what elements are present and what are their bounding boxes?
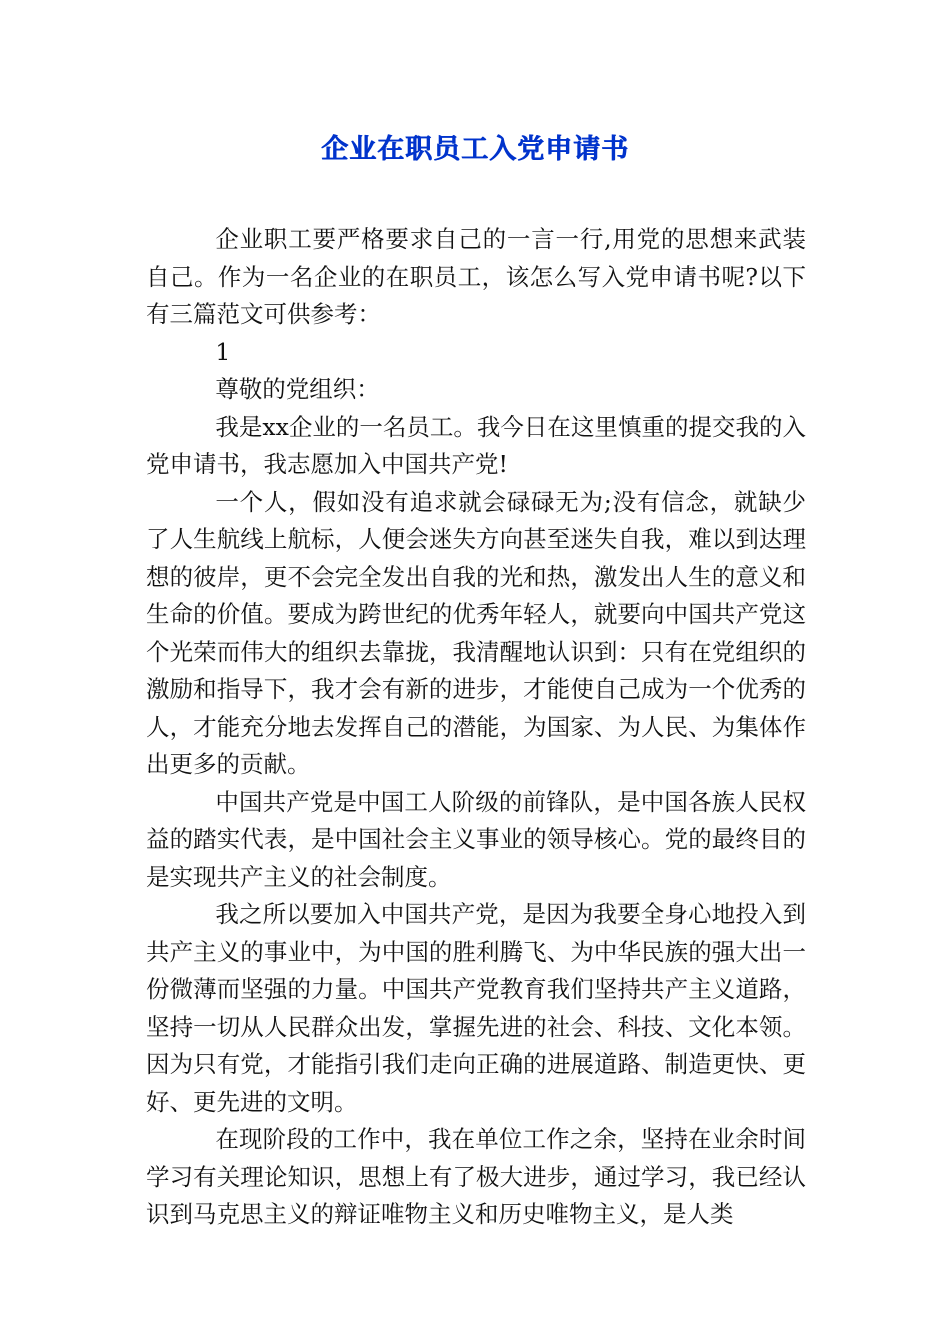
paragraph-belief: 一个人，假如没有追求就会碌碌无为;没有信念，就缺少了人生航线上航标，人便会迷失方向甚至迷失自我，难以到达理想的彼岸，更不会完全发出自我的光和热，激发出人生的意义和生命的价值。要成为跨世纪的优秀年轻人，就要向中国共产党这个光荣而伟大的组织去靠拢，我清醒地认识到：只有在党组织的激励和指导下，我才会有新的进步，才能使自己成为一个优秀的人，才能充分地去发挥自己的潜能，为国家、为人民、为集体作出更多的贡献。 [146,487,806,778]
document-title: 企业在职员工入党申请书 [321,134,629,165]
paragraph-party-nature: 中国共产党是中国工人阶级的前锋队，是中国各族人民权益的踏实代表，是中国社会主义事业的领导核心。党的最终目的是实现共产主义的社会制度。 [146,787,806,891]
paragraph-section-number: 1 [215,337,231,366]
paragraph-current-work: 在现阶段的工作中，我在单位工作之余，坚持在业余时间学习有关理论知识，思想上有了极大进步，通过学习，我已经认识到马克思主义的辩证唯物主义和历史唯物主义，是人类 [146,1125,806,1228]
paragraph-motivation: 我之所以要加入中国共产党，是因为我要全身心地投入到共产主义的事业中，为中国的胜利腾飞、为中华民族的强大出一份微薄而坚强的力量。中国共产党教育我们坚持共产主义道路，坚持一切从人民群众出发，掌握先进的社会、科技、文化本领。因为只有党，才能指引我们走向正确的进展道路、制造更快、更好、更先进的文明。 [146,900,806,1116]
paragraph-intro: 企业职工要严格要求自己的一言一行,用党的思想来武装自己。作为一名企业的在职员工，该怎么写入党申请书呢?以下有三篇范文可供参考： [146,225,806,328]
paragraph-statement: 我是xx企业的一名员工。我今日在这里慎重的提交我的入党申请书，我志愿加入中国共产党! [146,412,806,478]
paragraph-salutation: 尊敬的党组织： [215,375,380,403]
document-body [146,221,806,1234]
